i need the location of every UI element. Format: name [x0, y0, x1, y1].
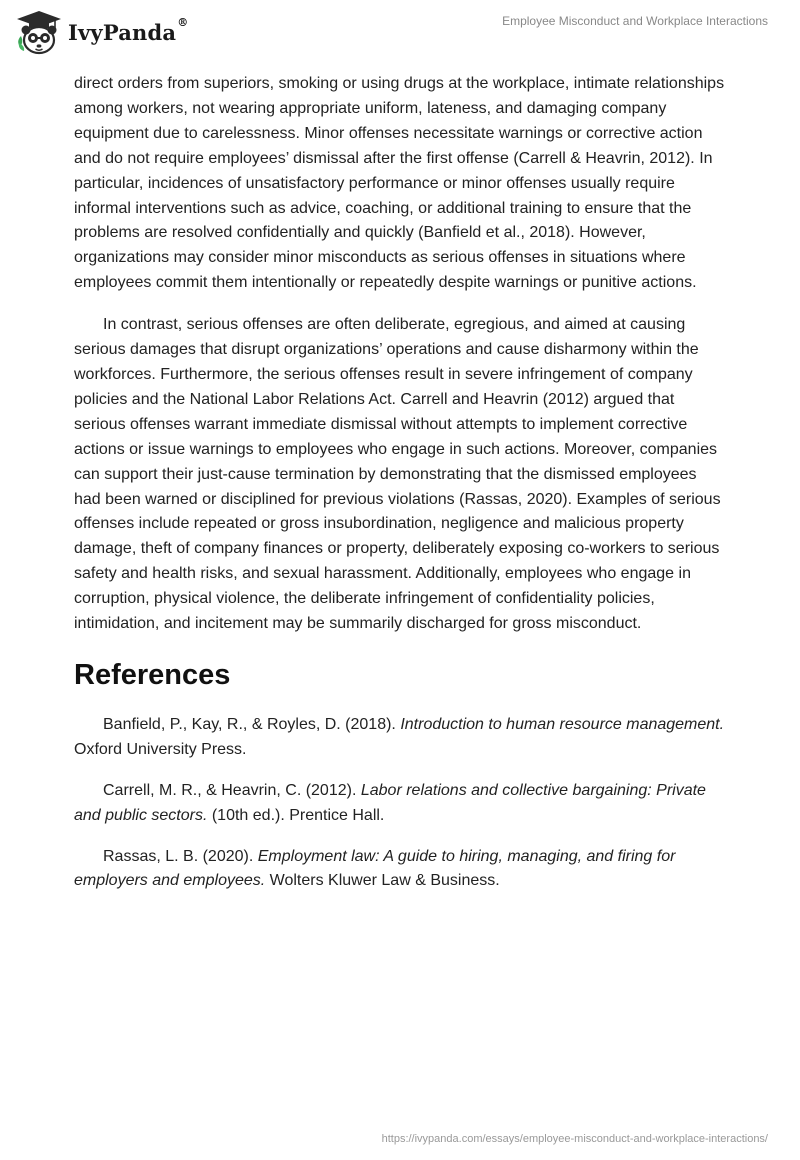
- document-title: Employee Misconduct and Workplace Interactions: [502, 14, 768, 28]
- paragraph: direct orders from superiors, smoking or using drugs at the workplace, intimate relationships among workers, not wearing appropriate uniform, lateness, and damaging company equipment due to carelessness. Minor offenses necessitate warnings or corrective action and do not require employees’ dismissal after the first offense (Carrell & Heavrin, 2012). In particular, incidences of unsatisfactory performance or minor offenses usually require informal interventions such as advice, coaching, or additional training to ensure that the problems are resolved confidentially and quickly (Banfield et al., 2018). However, organizations may consider minor misconducts as serious offenses in situations where employees commit them intentionally or repeatedly despite warnings or punitive actions.: [74, 75, 725, 292]
- reference-title: Labor relations and collective bargaining: Private and public sectors.: [74, 781, 706, 824]
- registered-mark: ®: [177, 15, 189, 29]
- reference-item: [74, 713, 726, 763]
- reference-authors: Rassas, L. B. (2020).: [103, 847, 258, 865]
- panda-graduate-icon: [14, 9, 64, 55]
- reference-publisher: (10th ed.). Prentice Hall.: [207, 806, 385, 824]
- reference-authors: Carrell, M. R., & Heavrin, C. (2012).: [103, 781, 361, 799]
- reference-publisher: Oxford University Press.: [74, 740, 247, 758]
- brand-name: IvyPanda®: [68, 15, 189, 45]
- essay-body: [74, 72, 726, 910]
- source-url[interactable]: https://ivypanda.com/essays/employee-misconduct-and-workplace-interactions/: [381, 1133, 768, 1145]
- references-heading: References: [74, 658, 231, 691]
- reference-title: Employment law: A guide to hiring, managing, and firing for employers and employees.: [74, 847, 676, 890]
- reference-title: Introduction to human resource management.: [400, 715, 725, 733]
- page-header: [0, 0, 800, 60]
- reference-publisher: Wolters Kluwer Law & Business.: [265, 872, 500, 890]
- reference-item: [74, 779, 726, 829]
- reference-authors: Banfield, P., Kay, R., & Royles, D. (2018).: [103, 715, 401, 733]
- reference-item: [74, 845, 726, 895]
- ivypanda-logo[interactable]: [14, 8, 188, 56]
- paragraph: In contrast, serious offenses are often deliberate, egregious, and aimed at causing serious damages that disrupt organizations’ operations and cause disharmony within the workforces. Furthermore, the serious offenses result in severe infringement of company policies and the National Labor Relations Act. Carrell and Heavrin (2012) argued that serious offenses warrant immediate dismissal without attempts to implement corrective actions or issue warnings to employees who engage in such actions. Moreover, companies can support their just-cause termination by demonstrating that the dismissed employees had been warned or disciplined for previous violations (Rassas, 2020). Examples of serious offenses include repeated or gross insubordination, negligence and malicious property damage, theft of company finances or property, deliberately exposing co-workers to serious safety and health risks, and sexual harassment. Additionally, employees who engage in corruption, physical violence, the deliberate infringement of confidentiality policies, intimidation, and incitement may be summarily discharged for gross misconduct.: [74, 316, 721, 633]
